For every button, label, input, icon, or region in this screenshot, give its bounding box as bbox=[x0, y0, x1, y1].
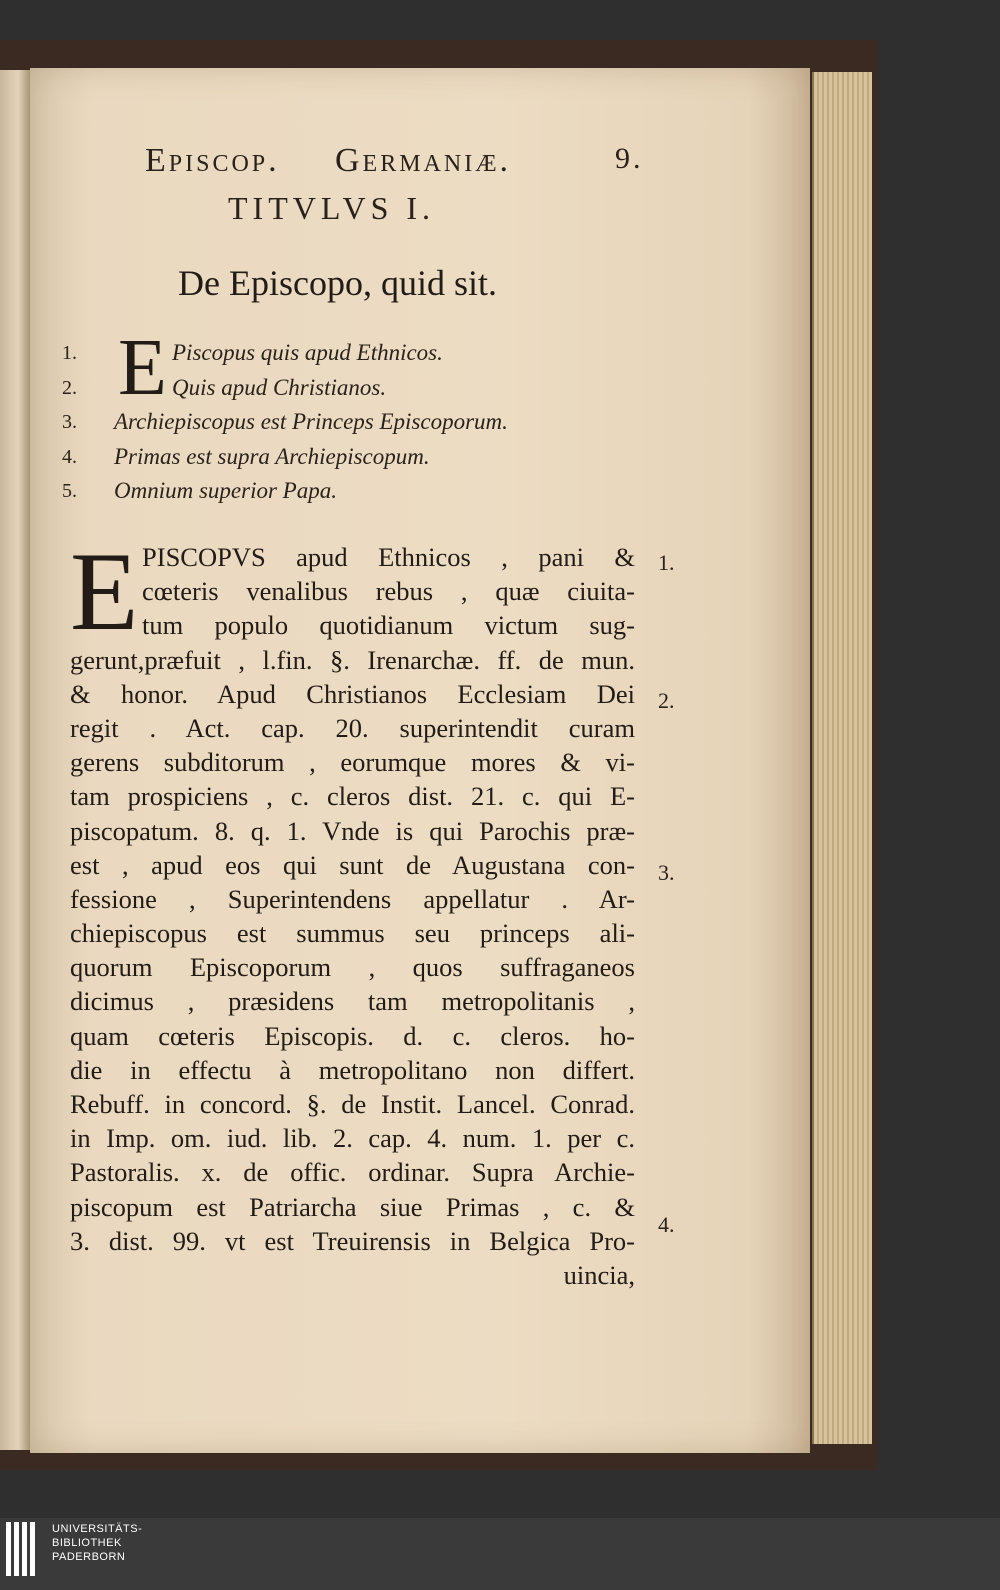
chapter-title: TITVLVS I. bbox=[228, 190, 436, 226]
library-name-line: UNIVERSITÄTS- bbox=[52, 1523, 143, 1535]
page-number: 9. bbox=[615, 142, 644, 175]
summary-number: 4. bbox=[62, 445, 77, 468]
summary-number: 2. bbox=[62, 376, 77, 399]
text-line: Pastoralis. x. de offic. ordinar. Supra Archie- bbox=[70, 1157, 635, 1188]
text-line: in Imp. om. iud. lib. 2. cap. 4. num. 1. per c. bbox=[70, 1123, 635, 1154]
drop-cap: E bbox=[70, 530, 139, 654]
text-line: uincia, bbox=[563, 1259, 635, 1290]
summary-text: Omnium superior Papa. bbox=[114, 478, 337, 503]
library-logo-icon bbox=[6, 1522, 46, 1580]
text-line: fessione , Superintendens appellatur . Ar- bbox=[70, 883, 635, 914]
summary-text: Archiepiscopus est Princeps Episcoporum. bbox=[114, 409, 508, 434]
text-line: tam prospiciens , c. cleros dist. 21. c. qui E- bbox=[70, 781, 635, 812]
text-line: Rebuff. in concord. §. de Instit. Lancel. Conrad. bbox=[70, 1089, 635, 1119]
page-edges bbox=[812, 72, 872, 1444]
summary-item bbox=[62, 405, 642, 440]
margin-note: 3. bbox=[658, 860, 675, 885]
summary-list bbox=[62, 336, 642, 509]
summary-text: Piscopus quis apud Ethnicos. bbox=[172, 340, 443, 365]
summary-item bbox=[62, 371, 642, 406]
text-line: chiepiscopus est summus seu princeps ali- bbox=[70, 918, 635, 949]
chapter-subtitle: De Episcopo, quid sit. bbox=[178, 263, 497, 303]
header-left: Episcop. bbox=[145, 142, 280, 179]
summary-number: 3. bbox=[62, 411, 77, 433]
text-line: PISCOPVS apud Ethnicos , pani & bbox=[142, 542, 635, 572]
summary-item bbox=[62, 440, 642, 475]
body-text bbox=[70, 530, 635, 1292]
text-line: 3. dist. 99. vt est Treuirensis in Belgica Pro- bbox=[70, 1225, 635, 1256]
text-line: & honor. Apud Christianos Ecclesiam Dei bbox=[70, 678, 635, 709]
summary-text: Quis apud Christianos. bbox=[172, 374, 387, 400]
library-name bbox=[52, 1522, 142, 1564]
margin-note: 4. bbox=[658, 1212, 675, 1237]
text-line: dicimus , præsidens tam metropolitanis , bbox=[70, 986, 635, 1017]
library-name-line: PADERBORN bbox=[52, 1551, 126, 1563]
library-footer bbox=[0, 1518, 1000, 1590]
summary-item bbox=[62, 474, 642, 509]
summary-number: 5. bbox=[62, 480, 77, 502]
summary-text: Primas est supra Archiepiscopum. bbox=[114, 443, 430, 469]
summary-item bbox=[62, 336, 642, 371]
header-middle: Germaniæ. bbox=[335, 142, 512, 179]
text-line: gerens subditorum , eorumque mores & vi- bbox=[70, 747, 635, 778]
text-line: piscopatum. 8. q. 1. Vnde is qui Parochis præ- bbox=[70, 815, 635, 846]
summary-initial: E bbox=[118, 324, 167, 412]
text-line: gerunt,præfuit , l.fin. §. Irenarchæ. ff. de mun. bbox=[70, 644, 635, 675]
text-line: die in effectu à metropolitano non differt. bbox=[70, 1054, 635, 1085]
summary-number: 1. bbox=[62, 342, 77, 364]
text-line: cœteris venalibus rebus , quæ ciuita- bbox=[142, 576, 635, 607]
text-line: tum populo quotidianum victum sug- bbox=[142, 610, 635, 641]
text-line: regit . Act. cap. 20. superintendit curam bbox=[70, 712, 635, 743]
margin-note: 2. bbox=[658, 688, 675, 713]
margin-note: 1. bbox=[658, 550, 675, 575]
text-line: quam cœteris Episcopis. d. c. cleros. ho- bbox=[70, 1020, 635, 1051]
library-name-line: BIBLIOTHEK bbox=[52, 1537, 122, 1549]
text-line: quorum Episcoporum , quos suffraganeos bbox=[70, 952, 635, 983]
text-line: piscopum est Patriarcha siue Primas , c. & bbox=[70, 1191, 635, 1222]
facing-page-edge bbox=[0, 70, 30, 1450]
text-line: est , apud eos qui sunt de Augustana con- bbox=[70, 849, 635, 880]
